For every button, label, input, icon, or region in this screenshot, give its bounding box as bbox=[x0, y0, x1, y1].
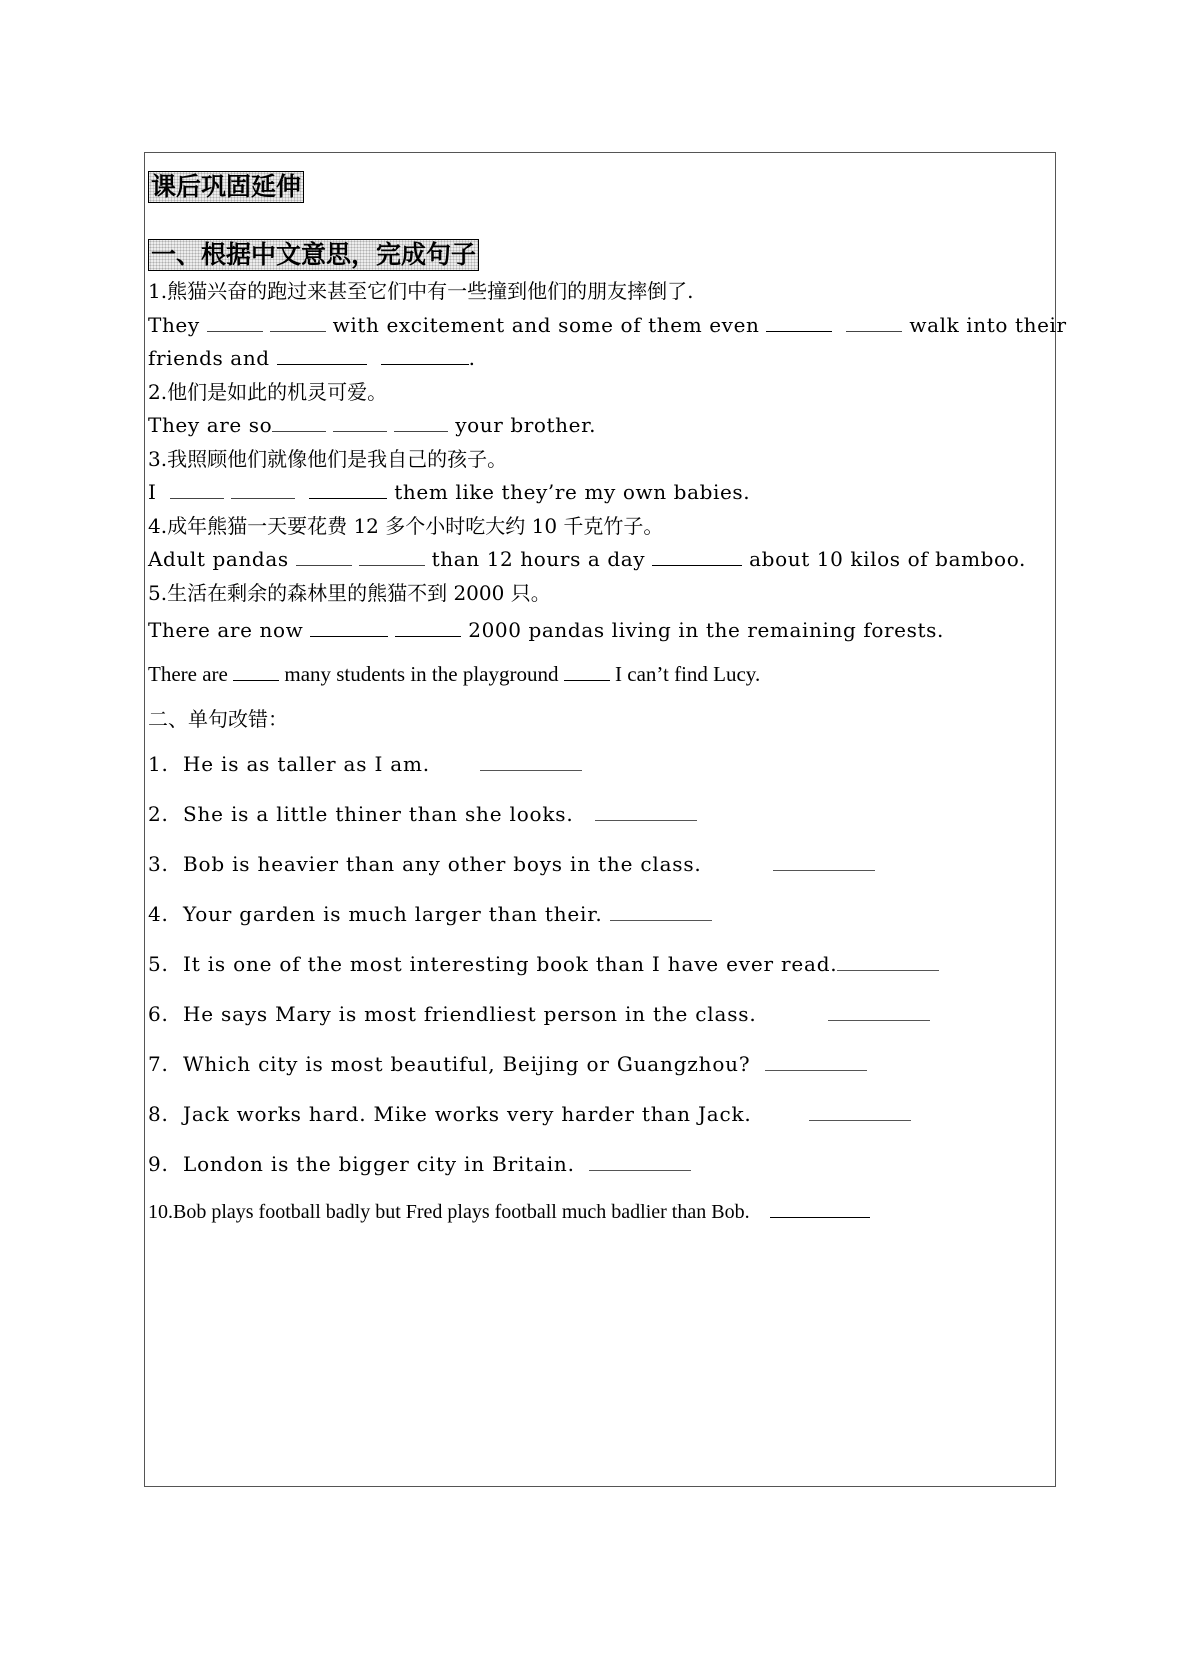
q1-text-d: friends and bbox=[148, 346, 270, 370]
q2-text-b: your brother. bbox=[455, 413, 597, 437]
q3-text-b: them like they’re my own babies. bbox=[394, 480, 751, 504]
correction-text: 5. It is one of the most interesting book than I have ever read. bbox=[148, 952, 838, 976]
correction-item-5 bbox=[148, 939, 1052, 989]
q1-blank-2[interactable] bbox=[270, 311, 326, 332]
q1-blank-6[interactable] bbox=[381, 344, 469, 365]
section2-heading: 二、单句改错： bbox=[148, 707, 288, 731]
q5-blank-2[interactable] bbox=[395, 616, 461, 637]
q4-english bbox=[148, 543, 1052, 577]
q5-blank-1[interactable] bbox=[310, 616, 388, 637]
correction-item-2 bbox=[148, 789, 1052, 839]
correction-item-7 bbox=[148, 1039, 1052, 1089]
extra-text-c: I can’t find Lucy. bbox=[615, 661, 761, 686]
extra-blank-2[interactable] bbox=[564, 660, 610, 681]
correction-item-3 bbox=[148, 839, 1052, 889]
q1-text-c: walk into their bbox=[909, 312, 1067, 337]
section1-heading: 一、根据中文意思，完成句子 bbox=[148, 239, 479, 271]
q5-text-a: There are now bbox=[148, 618, 304, 642]
correction-blank[interactable] bbox=[837, 950, 939, 971]
correction-item-9 bbox=[148, 1139, 1052, 1189]
q1-text-b: with excitement and some of them even bbox=[332, 312, 760, 337]
correction-blank[interactable] bbox=[595, 800, 697, 821]
correction-blank[interactable] bbox=[480, 750, 582, 771]
q2-blank-1[interactable] bbox=[272, 411, 326, 432]
correction-text: 8. Jack works hard. Mike works very harder than Jack. bbox=[148, 1102, 752, 1126]
q1-text-a: They bbox=[148, 312, 200, 337]
extra-text-b: many students in the playground bbox=[284, 661, 559, 686]
q1-blank-5[interactable] bbox=[277, 344, 367, 365]
correction-blank[interactable] bbox=[610, 900, 712, 921]
correction-blank[interactable] bbox=[770, 1197, 870, 1218]
extra-blank-1[interactable] bbox=[233, 660, 279, 681]
q2-text-a: They are so bbox=[148, 413, 273, 437]
q3-blank-2[interactable] bbox=[231, 478, 295, 499]
q5-english bbox=[148, 614, 1052, 648]
q3-chinese: 3.我照顾他们就像他们是我自己的孩子。 bbox=[148, 446, 508, 471]
q4-text-b: than 12 hours a day bbox=[431, 547, 646, 571]
correction-blank[interactable] bbox=[765, 1050, 867, 1071]
correction-item-6 bbox=[148, 989, 1052, 1039]
correction-text: 7. Which city is most beautiful, Beijing or Guangzhou? bbox=[148, 1052, 751, 1076]
correction-blank[interactable] bbox=[828, 1000, 930, 1021]
q3-blank-3[interactable] bbox=[309, 478, 387, 499]
q2-chinese: 2.他们是如此的机灵可爱。 bbox=[148, 379, 388, 404]
q1-english-line2: friends and . bbox=[148, 346, 476, 370]
q2-english bbox=[148, 409, 1052, 443]
q3-text-a: I bbox=[148, 480, 157, 504]
correction-item-4 bbox=[148, 889, 1052, 939]
correction-blank[interactable] bbox=[589, 1150, 691, 1171]
correction-text: 2. She is a little thiner than she looks. bbox=[148, 802, 574, 826]
q4-blank-1[interactable] bbox=[296, 545, 352, 566]
q1-chinese: 1.熊猫兴奋的跑过来甚至它们中有一些撞到他们的朋友摔倒了. bbox=[148, 279, 694, 303]
q3-blank-1[interactable] bbox=[170, 478, 224, 499]
correction-item-8 bbox=[148, 1089, 1052, 1139]
q4-text-a: Adult pandas bbox=[148, 547, 289, 571]
worksheet-frame bbox=[144, 152, 1067, 1487]
q5-chinese: 5.生活在剩余的森林里的熊猫不到 2000 只。 bbox=[148, 580, 551, 605]
page-title: 课后巩固延伸 bbox=[148, 171, 304, 203]
q3-english bbox=[148, 476, 1052, 510]
worksheet-content bbox=[148, 171, 1067, 1235]
correction-text: 1. He is as taller as I am. bbox=[148, 752, 430, 776]
q4-blank-2[interactable] bbox=[359, 545, 425, 566]
correction-item-1 bbox=[148, 739, 1052, 789]
correction-text: 3. Bob is heavier than any other boys in the class. bbox=[148, 852, 702, 876]
correction-blank[interactable] bbox=[773, 850, 875, 871]
q2-blank-2[interactable] bbox=[333, 411, 387, 432]
q4-blank-3[interactable] bbox=[652, 545, 742, 566]
q1-blank-4[interactable] bbox=[846, 311, 902, 332]
correction-text: 10.Bob plays football badly but Fred plays football much badlier than Bob. bbox=[148, 1201, 750, 1223]
correction-text: 4. Your garden is much larger than their. bbox=[148, 902, 603, 926]
correction-blank[interactable] bbox=[809, 1100, 911, 1121]
q1-blank-3[interactable] bbox=[766, 311, 832, 332]
extra-text-a: There are bbox=[148, 661, 228, 686]
q2-blank-3[interactable] bbox=[394, 411, 448, 432]
q1-blank-1[interactable] bbox=[207, 311, 263, 332]
extra-sentence bbox=[148, 658, 1052, 692]
correction-text: 6. He says Mary is most friendliest person in the class. bbox=[148, 1002, 757, 1026]
correction-text: 9. London is the bigger city in Britain. bbox=[148, 1152, 575, 1176]
correction-item-10 bbox=[148, 1189, 1052, 1235]
q1-english-line1 bbox=[148, 309, 1067, 343]
q4-chinese: 4.成年熊猫一天要花费 12 多个小时吃大约 10 千克竹子。 bbox=[148, 513, 664, 538]
q4-text-c: about 10 kilos of bamboo. bbox=[749, 547, 1026, 571]
q5-text-b: 2000 pandas living in the remaining forests. bbox=[468, 618, 944, 642]
